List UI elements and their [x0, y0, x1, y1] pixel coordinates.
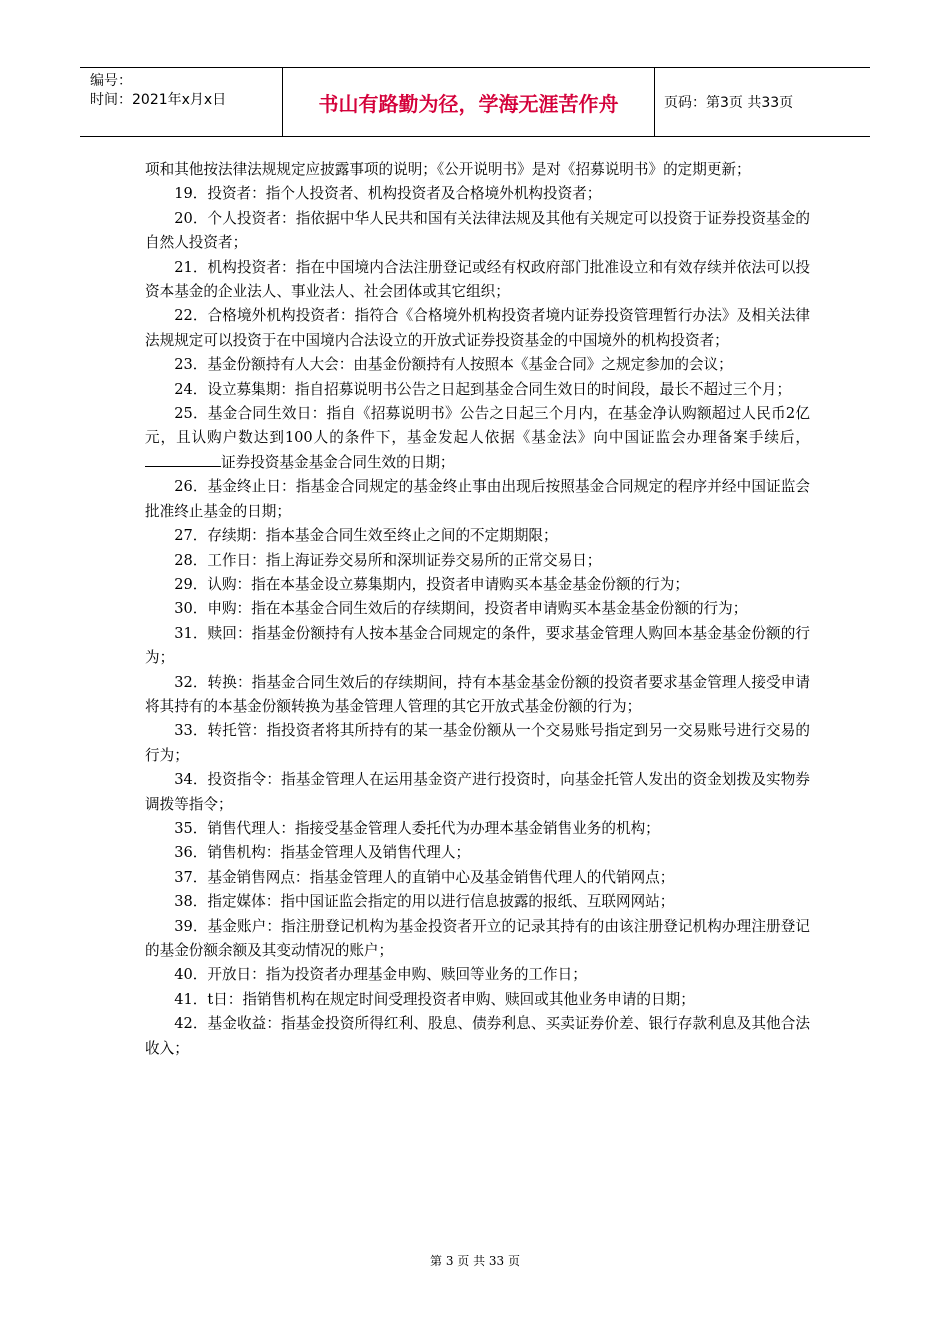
header-divider [654, 68, 655, 136]
page-header [80, 67, 870, 137]
header-motto: 书山有路勤为径，学海无涯苦作舟 [318, 91, 619, 116]
item25-text-after: 证券投资基金基金合同生效的日期； [221, 453, 455, 471]
code-label: 编号： [90, 73, 132, 89]
definition-item: 41．t日：指销售机构在规定时间受理投资者申购、赎回或其他业务申请的日期； [174, 990, 695, 1008]
header-meta [80, 68, 282, 136]
definition-item: 42．基金收益：指基金投资所得红利、股息、债券利息、买卖证券价差、银行存款利息及其他合法收入； [145, 1015, 810, 1057]
definition-item: 23．基金份额持有人大会：由基金份额持有人按照本《基金合同》之规定参加的会议； [174, 356, 733, 374]
definition-item: 35．销售代理人：指接受基金管理人委托代为办理本基金销售业务的机构； [174, 819, 660, 837]
definition-item-25 [145, 402, 810, 475]
definition-item: 20．个人投资者：指依据中华人民共和国有关法律法规及其他有关规定可以投资于证券投资基金的自然人投资者； [145, 209, 810, 252]
definition-item: 30．申购：指在本基金合同生效后的存续期间，投资者申请购买本基金基金份额的行为； [174, 600, 748, 618]
definition-item: 32．转换：指基金合同生效后的存续期间，持有本基金基金份额的投资者要求基金管理人接受申请将其持有的本基金份额转换为基金管理人管理的其它开放式基金份额的行为； [145, 673, 810, 715]
definition-item: 29．认购：指在本基金设立募集期内，投资者申请购买本基金基金份额的行为； [174, 575, 689, 593]
definition-item: 39．基金账户：指注册登记机构为基金投资者开立的记录其持有的由该注册登记机构办理注册登记的基金份额余额及其变动情况的账户； [145, 917, 810, 959]
definition-item: 27．存续期：指本基金合同生效至终止之间的不定期期限； [174, 527, 558, 545]
definition-item: 33．转托管：指投资者将其所持有的某一基金份额从一个交易账号指定到另一交易账号进行交易的行为； [145, 722, 810, 764]
page-footer: 第 3 页 共 33 页 [430, 1254, 520, 1268]
definition-item: 22．合格境外机构投资者：指符合《合格境外机构投资者境内证券投资管理暂行办法》及相关法律法规规定可以投资于在中国境内合法设立的开放式证券投资基金的中国境外的机构投资者； [145, 307, 810, 349]
definition-item: 40．开放日：指为投资者办理基金申购、赎回等业务的工作日； [174, 966, 587, 984]
definition-item: 24．设立募集期：指自招募说明书公告之日起到基金合同生效日的时间段，最长不超过三个月； [174, 380, 792, 398]
definition-item: 21．机构投资者：指在中国境内合法注册登记或经有权政府部门批准设立和有效存续并依法可以投资本基金的企业法人、事业法人、社会团体或其它组织； [145, 258, 810, 301]
document-body [145, 158, 810, 1061]
definition-item: 28．工作日：指上海证券交易所和深圳证券交易所的正常交易日； [174, 551, 602, 569]
header-page-label: 页码：第3页 共33页 [664, 95, 794, 111]
definition-item: 19．投资者：指个人投资者、机构投资者及合格境外机构投资者； [174, 185, 602, 203]
definition-item: 37．基金销售网点：指基金管理人的直销中心及基金销售代理人的代销网点； [174, 868, 675, 886]
item25-text-before: 25．基金合同生效日：指自《招募说明书》公告之日起三个月内，在基金净认购额超过人民币2亿元，且认购户数达到100人的条件下，基金发起人依据《基金法》向中国证监会办理备案手续后， [145, 405, 810, 447]
definition-item: 38．指定媒体：指中国证监会指定的用以进行信息披露的报纸、互联网网站； [174, 893, 675, 911]
date-label: 时间：2021年x月x日 [90, 92, 227, 108]
definition-item: 31．赎回：指基金份额持有人按本基金合同规定的条件，要求基金管理人购回本基金基金份额的行为； [145, 624, 810, 667]
definition-item: 36．销售机构：指基金管理人及销售代理人； [174, 844, 471, 862]
blank-fill-line [145, 452, 221, 467]
definition-item: 34．投资指令：指基金管理人在运用基金资产进行投资时，向基金托管人发出的资金划拨及实物券调拨等指令； [145, 771, 810, 813]
definition-item: 26．基金终止日：指基金合同规定的基金终止事由出现后按照基金合同规定的程序并经中国证监会批准终止基金的日期； [145, 478, 810, 520]
paragraph-continuation: 项和其他按法律法规规定应披露事项的说明；《公开说明书》是对《招募说明书》的定期更新； [145, 161, 751, 178]
